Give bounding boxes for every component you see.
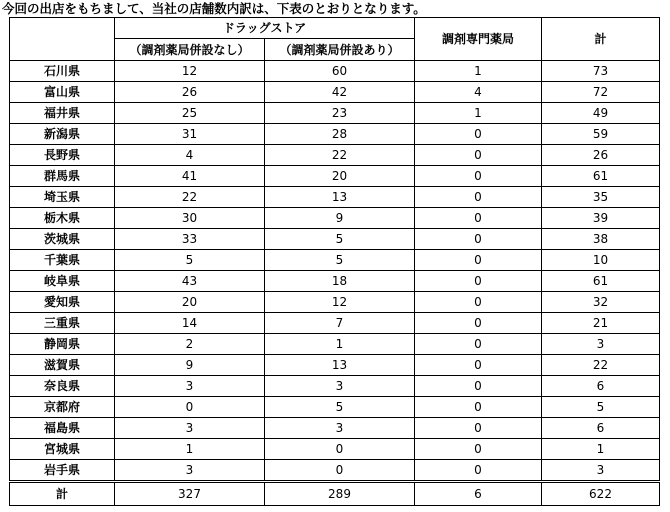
pharmacy-only-cell: 0	[415, 124, 542, 145]
header-with-pharmacy: （調剤薬局併設あり）	[265, 39, 415, 61]
prefecture-cell: 愛知県	[10, 292, 115, 313]
table-row	[10, 250, 660, 271]
row-total-cell: 1	[542, 439, 660, 460]
drugstore-with-pharmacy-cell: 1	[265, 334, 415, 355]
drugstore-without-pharmacy-cell: 3	[115, 376, 265, 397]
drugstore-without-pharmacy-cell: 0	[115, 397, 265, 418]
prefecture-cell: 福井県	[10, 103, 115, 124]
pharmacy-only-cell: 1	[415, 61, 542, 82]
prefecture-cell: 京都府	[10, 397, 115, 418]
pharmacy-only-cell: 0	[415, 166, 542, 187]
drugstore-without-pharmacy-cell: 1	[115, 439, 265, 460]
drugstore-with-pharmacy-cell: 18	[265, 271, 415, 292]
drugstore-without-pharmacy-cell: 43	[115, 271, 265, 292]
drugstore-with-pharmacy-cell: 28	[265, 124, 415, 145]
total-label: 計	[10, 482, 115, 506]
prefecture-cell: 千葉県	[10, 250, 115, 271]
pharmacy-only-cell: 0	[415, 292, 542, 313]
prefecture-cell: 新潟県	[10, 124, 115, 145]
table-row	[10, 166, 660, 187]
drugstore-with-pharmacy-cell: 13	[265, 355, 415, 376]
table-row	[10, 61, 660, 82]
row-total-cell: 6	[542, 376, 660, 397]
row-total-cell: 61	[542, 271, 660, 292]
prefecture-cell: 岩手県	[10, 460, 115, 482]
prefecture-cell: 宮城県	[10, 439, 115, 460]
header-total: 計	[542, 18, 660, 61]
pharmacy-only-cell: 0	[415, 229, 542, 250]
prefecture-cell: 富山県	[10, 82, 115, 103]
table-row	[10, 124, 660, 145]
row-total-cell: 61	[542, 166, 660, 187]
drugstore-without-pharmacy-cell: 25	[115, 103, 265, 124]
row-total-cell: 32	[542, 292, 660, 313]
pharmacy-only-cell: 0	[415, 145, 542, 166]
drugstore-without-pharmacy-cell: 4	[115, 145, 265, 166]
prefecture-cell: 福島県	[10, 418, 115, 439]
corner-cell	[10, 18, 115, 61]
total-without-pharmacy: 327	[115, 482, 265, 506]
table-row	[10, 355, 660, 376]
prefecture-cell: 岐阜県	[10, 271, 115, 292]
table-row	[10, 397, 660, 418]
pharmacy-only-cell: 1	[415, 103, 542, 124]
drugstore-with-pharmacy-cell: 5	[265, 397, 415, 418]
row-total-cell: 39	[542, 208, 660, 229]
row-total-cell: 6	[542, 418, 660, 439]
drugstore-without-pharmacy-cell: 31	[115, 124, 265, 145]
table-row	[10, 271, 660, 292]
drugstore-without-pharmacy-cell: 3	[115, 460, 265, 482]
store-count-table	[9, 17, 660, 506]
prefecture-cell: 栃木県	[10, 208, 115, 229]
drugstore-without-pharmacy-cell: 41	[115, 166, 265, 187]
drugstore-with-pharmacy-cell: 5	[265, 229, 415, 250]
drugstore-with-pharmacy-cell: 0	[265, 439, 415, 460]
pharmacy-only-cell: 0	[415, 460, 542, 482]
pharmacy-only-cell: 0	[415, 439, 542, 460]
table-row	[10, 334, 660, 355]
drugstore-without-pharmacy-cell: 2	[115, 334, 265, 355]
total-all: 622	[542, 482, 660, 506]
drugstore-without-pharmacy-cell: 22	[115, 187, 265, 208]
row-total-cell: 22	[542, 355, 660, 376]
drugstore-without-pharmacy-cell: 26	[115, 82, 265, 103]
prefecture-cell: 奈良県	[10, 376, 115, 397]
row-total-cell: 3	[542, 460, 660, 482]
table-row	[10, 292, 660, 313]
table-row	[10, 439, 660, 460]
row-total-cell: 10	[542, 250, 660, 271]
table-row	[10, 313, 660, 334]
total-with-pharmacy: 289	[265, 482, 415, 506]
drugstore-without-pharmacy-cell: 5	[115, 250, 265, 271]
prefecture-cell: 三重県	[10, 313, 115, 334]
drugstore-with-pharmacy-cell: 42	[265, 82, 415, 103]
row-total-cell: 5	[542, 397, 660, 418]
total-pharmacy-only: 6	[415, 482, 542, 506]
pharmacy-only-cell: 0	[415, 271, 542, 292]
row-total-cell: 59	[542, 124, 660, 145]
header-without-pharmacy: （調剤薬局併設なし）	[115, 39, 265, 61]
table-row	[10, 187, 660, 208]
table-row	[10, 376, 660, 397]
drugstore-without-pharmacy-cell: 3	[115, 418, 265, 439]
intro-text: 今回の出店をもちまして、当社の店舗数内訳は、下表のとおりとなります。	[2, 1, 426, 16]
drugstore-without-pharmacy-cell: 14	[115, 313, 265, 334]
drugstore-with-pharmacy-cell: 0	[265, 460, 415, 482]
pharmacy-only-cell: 0	[415, 250, 542, 271]
row-total-cell: 49	[542, 103, 660, 124]
drugstore-with-pharmacy-cell: 5	[265, 250, 415, 271]
pharmacy-only-cell: 0	[415, 208, 542, 229]
drugstore-without-pharmacy-cell: 12	[115, 61, 265, 82]
prefecture-cell: 長野県	[10, 145, 115, 166]
pharmacy-only-cell: 4	[415, 82, 542, 103]
drugstore-with-pharmacy-cell: 60	[265, 61, 415, 82]
table-row	[10, 418, 660, 439]
header-drugstore: ドラッグストア	[115, 18, 415, 39]
table-row	[10, 103, 660, 124]
row-total-cell: 73	[542, 61, 660, 82]
drugstore-with-pharmacy-cell: 12	[265, 292, 415, 313]
table-row	[10, 82, 660, 103]
drugstore-without-pharmacy-cell: 9	[115, 355, 265, 376]
total-row	[10, 482, 660, 506]
pharmacy-only-cell: 0	[415, 376, 542, 397]
drugstore-without-pharmacy-cell: 20	[115, 292, 265, 313]
row-total-cell: 3	[542, 334, 660, 355]
row-total-cell: 26	[542, 145, 660, 166]
prefecture-cell: 滋賀県	[10, 355, 115, 376]
pharmacy-only-cell: 0	[415, 418, 542, 439]
drugstore-with-pharmacy-cell: 22	[265, 145, 415, 166]
prefecture-cell: 石川県	[10, 61, 115, 82]
row-total-cell: 38	[542, 229, 660, 250]
prefecture-cell: 埼玉県	[10, 187, 115, 208]
row-total-cell: 72	[542, 82, 660, 103]
pharmacy-only-cell: 0	[415, 187, 542, 208]
table-row	[10, 460, 660, 482]
pharmacy-only-cell: 0	[415, 355, 542, 376]
drugstore-with-pharmacy-cell: 20	[265, 166, 415, 187]
row-total-cell: 21	[542, 313, 660, 334]
drugstore-without-pharmacy-cell: 30	[115, 208, 265, 229]
row-total-cell: 35	[542, 187, 660, 208]
table-row	[10, 208, 660, 229]
prefecture-cell: 静岡県	[10, 334, 115, 355]
drugstore-with-pharmacy-cell: 3	[265, 418, 415, 439]
pharmacy-only-cell: 0	[415, 313, 542, 334]
table-row	[10, 145, 660, 166]
pharmacy-only-cell: 0	[415, 334, 542, 355]
prefecture-cell: 群馬県	[10, 166, 115, 187]
prefecture-cell: 茨城県	[10, 229, 115, 250]
drugstore-with-pharmacy-cell: 13	[265, 187, 415, 208]
drugstore-with-pharmacy-cell: 23	[265, 103, 415, 124]
drugstore-without-pharmacy-cell: 33	[115, 229, 265, 250]
pharmacy-only-cell: 0	[415, 397, 542, 418]
drugstore-with-pharmacy-cell: 9	[265, 208, 415, 229]
drugstore-with-pharmacy-cell: 7	[265, 313, 415, 334]
header-pharmacy-only: 調剤専門薬局	[415, 18, 542, 61]
table-body	[10, 61, 660, 482]
table-row	[10, 229, 660, 250]
drugstore-with-pharmacy-cell: 3	[265, 376, 415, 397]
